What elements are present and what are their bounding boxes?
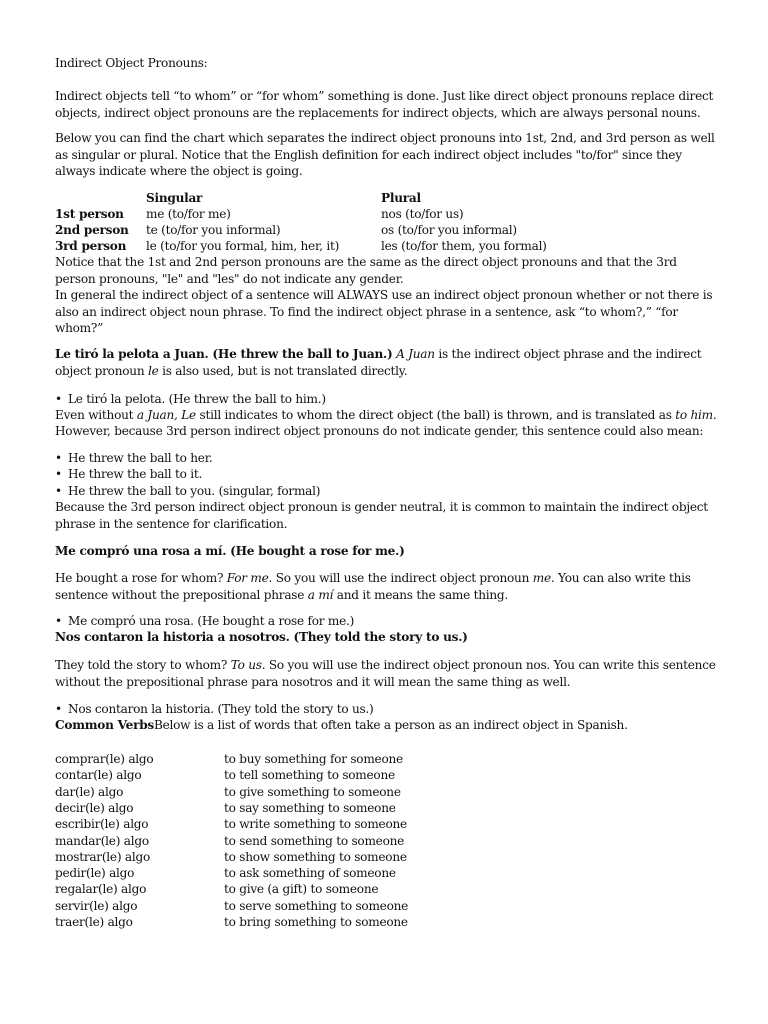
notice-paragraph: Notice that the 1st and 2nd person pronouns are the same as the direct object pronouns and that the 3rd person pronouns, "le" and "les" do not indicate any gender. [55,255,677,286]
spanish-verb: servir(le) algo [55,898,138,913]
person-label: 3rd person [55,239,127,253]
spanish-verb: dar(le) algo [55,784,124,799]
italic-span: a mí [307,587,334,602]
spanish-verb: decir(le) algo [55,800,134,815]
list-item-text: Nos contaron la historia. (They told the story to us.) [68,702,374,716]
english-meaning: to write something to someone [224,817,407,832]
singular-pronoun: me (to/for me) [146,207,231,221]
text-span: still indicates to whom the direct object (the ball) is thrown, and is translated as [195,408,676,422]
intro-paragraph-1: Indirect objects tell “to whom” or “for whom” something is done. Just like direct object pronouns replace direct objects, indirect object pronouns are the replacements for indirect objects, which are always personal nouns. [55,89,714,120]
english-meaning: to serve something to someone [224,898,409,913]
spanish-verb: traer(le) algo [55,915,133,929]
english-meaning: to ask something of someone [224,866,396,881]
spanish-verb: pedir(le) algo [55,866,135,881]
plural-pronoun: les (to/for them, you formal) [381,239,547,253]
spanish-verb: mostrar(le) algo [55,849,150,864]
even-without-paragraph [55,407,720,424]
text-span: They told the story to whom? [55,658,231,672]
italic-span: To us [230,658,262,672]
text-span: . So you will use the indirect object pronoun nos. You can write this sentence without the prepositional phrase para nosotros and it will mean the same thing as well. [55,658,716,689]
spanish-verb: comprar(le) algo [55,752,154,766]
however-paragraph: However, because 3rd person indirect object pronouns do not indicate gender, this sentence could also mean: [55,424,704,438]
english-meaning: to give (a gift) to someone [224,882,379,897]
person-label: 2nd person [55,223,129,237]
singular-pronoun: le (to/for you formal, him, her, it) [146,239,340,253]
list-item-text: He threw the ball to you. (singular, formal) [68,484,321,498]
bullet-icon: • [55,451,62,465]
english-meaning: to tell something to someone [224,768,395,783]
bullet-icon: • [55,614,62,628]
common-verbs-heading: Common Verbs [55,718,154,732]
text-span: and it means the same thing. [333,587,509,602]
spanish-verb: mandar(le) algo [55,833,149,848]
english-meaning: to bring something to someone [224,915,408,929]
header-plural: Plural [381,191,421,205]
italic-span: to him [675,408,713,422]
example-1-sentence: Le tiró la pelota a Juan. (He threw the ball to Juan.) [55,347,393,361]
text-span: . You can also write this sentence without the prepositional phrase [55,571,691,602]
bullet-icon: • [55,484,62,498]
text-span: . So you will use the indirect object pronoun [268,571,533,585]
example-1-text-end: is also used, but is not translated directly. [158,363,408,378]
list-item-text: He threw the ball to it. [68,467,203,481]
common-verbs-intro [55,717,720,734]
pronoun-table [55,190,720,256]
example-1-pronoun: le [147,363,159,378]
text-span: . [712,408,717,422]
list-item-text: He threw the ball to her. [68,451,213,465]
example-3-paragraph [55,657,720,690]
italic-span: me [532,571,551,585]
document-title: Indirect Object Pronouns: [55,56,208,70]
verbs-table [55,751,720,931]
spanish-verb: escribir(le) algo [55,817,149,832]
list-item-text: Me compró una rosa. (He bought a rose for me.) [68,614,355,628]
singular-pronoun: te (to/for you informal) [146,223,281,237]
bullet-icon: • [55,702,62,716]
example-2-paragraph [55,570,720,603]
plural-pronoun: nos (to/for us) [381,207,464,221]
common-verbs-text: Below is a list of words that often take a person as an indirect object in Spanish. [153,718,628,732]
because-paragraph: Because the 3rd person indirect object pronoun is gender neutral, it is common to maintain the indirect object phrase in the sentence for clarification. [55,500,708,531]
english-meaning: to say something to someone [224,800,396,815]
italic-span: For me [226,571,269,585]
intro-paragraph-2: Below you can find the chart which separates the indirect object pronouns into 1st, 2nd, and 3rd person as well as singular or plural. Notice that the English definition for each indirect object includes "to/for" since they always indicate where the object is going. [55,131,715,178]
text-span: Even without [55,408,137,422]
example-2-heading: Me compró una rosa a mí. (He bought a rose for me.) [55,544,405,558]
header-singular: Singular [146,191,203,205]
text-span: He bought a rose for whom? [55,571,227,585]
plural-pronoun: os (to/for you informal) [381,223,517,237]
bullet-icon: • [55,392,62,406]
example-3-heading: Nos contaron la historia a nosotros. (They told the story to us.) [55,630,468,644]
list-item-text: Le tiró la pelota. (He threw the ball to him.) [68,392,326,406]
english-meaning: to send something to someone [224,833,405,848]
person-label: 1st person [55,207,124,221]
italic-span: a Juan, Le [136,408,196,422]
bullet-icon: • [55,467,62,481]
english-meaning: to give something to someone [224,784,401,799]
english-meaning: to show something to someone [224,849,407,864]
spanish-verb: regalar(le) algo [55,882,147,897]
spanish-verb: contar(le) algo [55,768,142,783]
example-1-phrase: A Juan [396,347,435,361]
example-1-paragraph [55,346,720,379]
english-meaning: to buy something for someone [224,752,403,766]
example-1-text: is the indirect object phrase and the indirect object pronoun [55,347,702,378]
general-rule-paragraph: In general the indirect object of a sentence will ALWAYS use an indirect object pronoun whether or not there is also an indirect object noun phrase. To find the indirect object phrase in a sentence, ask “to whom?,” “for whom?” [55,288,713,335]
